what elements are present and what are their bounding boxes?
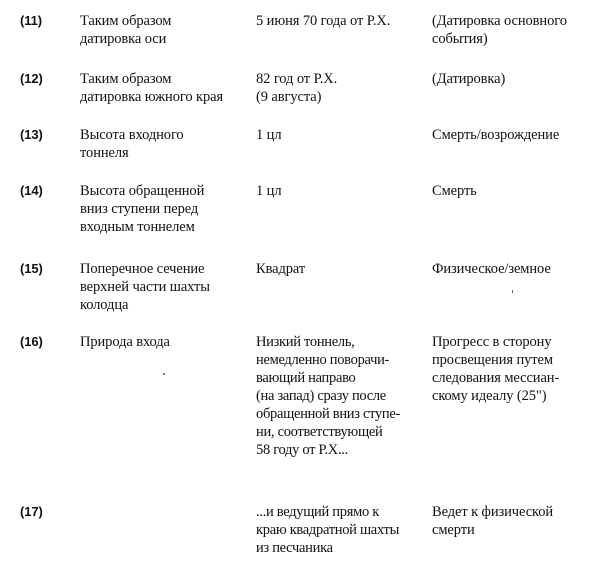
row-meaning: Ведет к физической смерти [432, 504, 554, 538]
row-feature: Поперечное сечение верхней части шахты колодца [80, 261, 210, 313]
row-number: (17) [20, 504, 43, 519]
row-meaning: Физическое/земное [432, 261, 551, 277]
row-feature: Таким образом датировка оси [80, 13, 172, 47]
row-meaning: Смерть [432, 183, 477, 199]
row-value: 82 год от Р.Х. (9 августа) [256, 71, 338, 105]
row-number: (14) [20, 183, 43, 198]
row-value: 1 цл [256, 183, 282, 199]
row-value: Квадрат [256, 261, 306, 277]
row-value: 1 цл [256, 127, 282, 143]
row-feature: Таким образом датировка южного края [80, 71, 224, 105]
row-number: (11) [20, 13, 43, 28]
row-meaning: Прогресс в сторону просвещения путем следования мессиан- скому идеалу (25") [432, 334, 560, 404]
row-value: ...и ведущий прямо к краю квадратной шахты из песчаника [256, 504, 400, 556]
row-number: (13) [20, 127, 43, 142]
row-number: (15) [20, 261, 43, 276]
row-number: (16) [20, 334, 43, 349]
row-meaning: (Датировка) [432, 71, 506, 87]
row-meaning: (Датировка основного события) [432, 13, 567, 47]
row-number: (12) [20, 71, 43, 86]
row-value: 5 июня 70 года от Р.Х. [256, 13, 391, 29]
scan-speck [512, 290, 513, 293]
row-feature: Природа входа [80, 334, 170, 350]
scan-speck [163, 373, 165, 375]
row-meaning: Смерть/возрождение [432, 127, 560, 143]
row-feature: Высота обращенной вниз ступени перед входным тоннелем [80, 183, 205, 235]
row-feature: Высота входного тоннеля [80, 127, 184, 161]
row-value: Низкий тоннель, немедленно поворачи- вающий направо (на запад) сразу после обращенной вниз ступе- ни, соответствующей 58 году от Р.Х... [256, 334, 401, 458]
